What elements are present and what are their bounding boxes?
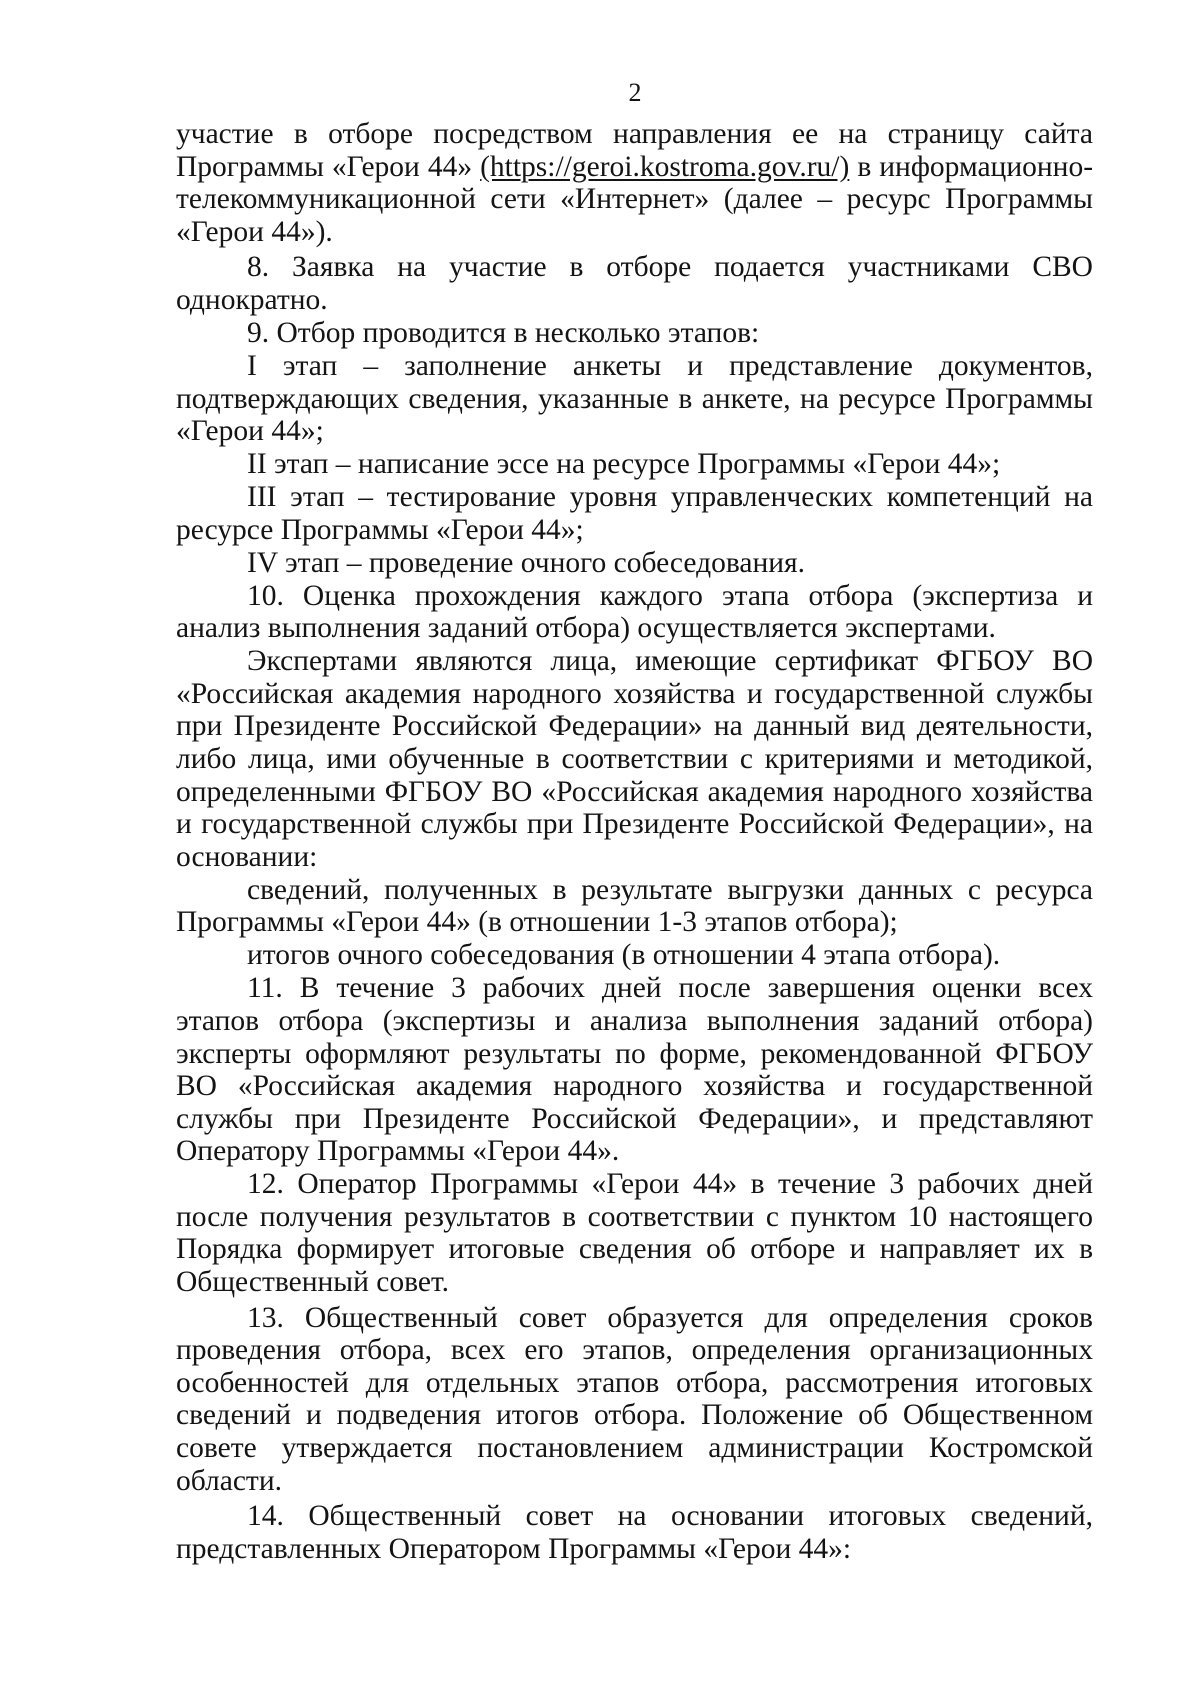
paragraph-9: 9. Отбор проводится в несколько этапов: bbox=[247, 316, 760, 349]
paragraph-7-continuation bbox=[176, 118, 1093, 248]
stage-1: I этап – заполнение анкеты и представление документов, подтверждающих сведения, указанные в анкете, на ресурсе Программы «Герои 44»; bbox=[176, 349, 1093, 448]
stage-4: IV этап – проведение очного собеседования. bbox=[247, 546, 805, 579]
stage-2: II этап – написание эссе на ресурсе Программы «Герои 44»; bbox=[247, 448, 1001, 481]
paragraph-10: 10. Оценка прохождения каждого этапа отбора (экспертиза и анализ выполнения заданий отбора) осуществляется экспертами. bbox=[176, 579, 1093, 645]
paragraph-13: 13. Общественный совет образуется для определения сроков проведения отбора, всех его этапов, определения организационных особенностей для отдельных этапов отбора, рассмотрения итоговых сведений и подведения итогов отбора. Положение об Общественном совете утверждается постановлением администрации Костромской области. bbox=[176, 1301, 1093, 1497]
basis-item-2: итогов очного собеседования (в отношении 4 этапа отбора). bbox=[247, 939, 1001, 972]
paragraph-12: 12. Оператор Программы «Герои 44» в течение 3 рабочих дней после получения результатов в соответствии с пунктом 10 настоящего Порядка формирует итоговые сведения об отборе и направляет их в Общественный совет. bbox=[176, 1168, 1093, 1299]
document-body bbox=[176, 118, 1093, 1566]
paragraph-text: участие в отборе посредством направления ее на страницу сайта Программы «Герои 44» bbox=[176, 118, 1093, 183]
page-number: 2 bbox=[628, 78, 642, 107]
paragraph-8: 8. Заявка на участие в отборе подается участниками СВО однократно. bbox=[176, 251, 1093, 316]
paragraph-14: 14. Общественный совет на основании итоговых сведений, представленных Оператором Программы «Герои 44»: bbox=[176, 1500, 1093, 1565]
site-link[interactable]: (https://geroi.kostroma.gov.ru/) bbox=[480, 150, 850, 183]
stage-3: III этап – тестирование уровня управленческих компетенций на ресурсе Программы «Герои 44»; bbox=[176, 481, 1093, 546]
paragraph-text: в информационно-телекоммуникационной сети «Интернет» (далее – ресурс Программы «Герои 44»). bbox=[176, 150, 1094, 248]
basis-item-1: сведений, полученных в результате выгрузки данных с ресурса Программы «Герои 44» (в отношении 1-3 этапов отбора); bbox=[176, 873, 1093, 939]
paragraph-11: 11. В течение 3 рабочих дней после завершения оценки всех этапов отбора (экспертизы и анализа выполнения заданий отбора) эксперты оформляют результаты по форме, рекомендованной ФГБОУ ВО «Российская академия народного хозяйства и государственной службы при Президенте Российской Федерации», и представляют Оператору Программы «Герои 44». bbox=[176, 972, 1093, 1168]
experts-definition: Экспертами являются лица, имеющие сертификат ФГБОУ ВО «Российская академия народного хозяйства и государственной службы при Президенте Российской Федерации» на данный вид деятельности, либо лица, ими обученные в соответствии с критериями и методикой, определенными ФГБОУ ВО «Российская академия народного хозяйства и государственной службы при Президенте Российской Федерации», на основании: bbox=[176, 645, 1093, 873]
